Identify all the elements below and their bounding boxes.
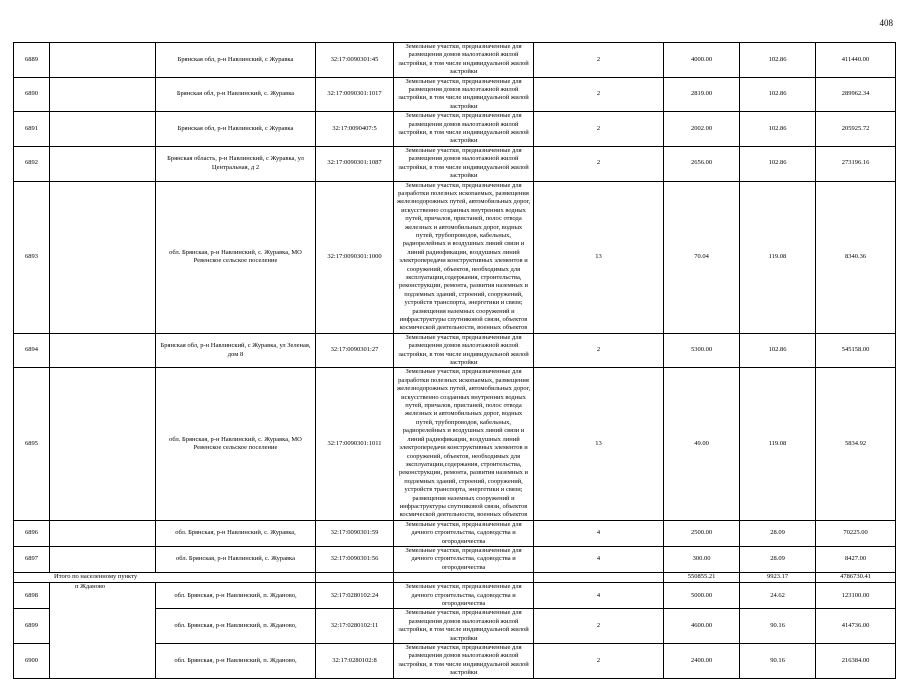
cadastral-value-cell: 216384.00	[816, 644, 896, 679]
row-number: 6899	[14, 609, 50, 644]
land-use-cell: Земельные участки, предназначенные для разработки полезных ископаемых, размещения железнодорожных путей, автомобильных дорог, искусственно созданных внутренних водных путей, причалов, пристаней, полос отвода железных и автомобильных дорог, водных путей, трубопроводов, кабельных, радиорелейных и воздушных линий связи и линий радиофикации, воздушных линий электропередачи конструктивных элементов и сооружений, объектов, необходимых для эксплуатации,содержания, строительства, реконструкции, ремонта, развития наземных и подземных зданий, строений, сооружений, устройств транспорта, энергетики и связи; размещения наземных сооружений и инфраструктуры спутниковой связи, объектов космической деятельности, военных объектов	[394, 181, 534, 333]
row-number: 6896	[14, 520, 50, 546]
area-cell: 2002.00	[664, 112, 740, 147]
price-cell: 119.08	[740, 368, 816, 520]
group-cell: 13	[534, 181, 664, 333]
cadastral-number-cell: 32:17:0090301:1011	[316, 368, 394, 520]
price-cell: 24.62	[740, 583, 816, 609]
address-cell: Брянская область, р-н Навлинский, с Журавка, ул Центральная, д 2	[156, 146, 316, 181]
group-cell: 4	[534, 546, 664, 572]
area-cell: 300.00	[664, 546, 740, 572]
land-use-cell: Земельные участки, предназначенные для размещения домов малоэтажной жилой застройки, в том числе индивидуальной жилой застройки	[394, 644, 534, 679]
area-cell: 2400.00	[664, 644, 740, 679]
cadastral-value-cell: 70225.00	[816, 520, 896, 546]
settlement-blank-cell	[50, 112, 156, 147]
land-use-cell: Земельные участки, предназначенные для дачного строительства, садоводства и огородничества	[394, 520, 534, 546]
cadastral-number-cell: 32:17:0090301:1017	[316, 77, 394, 112]
table-row	[14, 77, 896, 112]
total-use-blank	[394, 573, 534, 583]
cadastral-value-cell: 123100.00	[816, 583, 896, 609]
cadastral-number-cell: 32:17:0090301:56	[316, 546, 394, 572]
cadastral-value-cell: 545158.00	[816, 333, 896, 368]
area-cell: 2656.00	[664, 146, 740, 181]
group-cell: 2	[534, 609, 664, 644]
row-number: 6894	[14, 333, 50, 368]
settlement-blank-cell	[50, 77, 156, 112]
row-number: 6897	[14, 546, 50, 572]
settlement-name: п Ждановo	[50, 583, 156, 678]
row-number: 6890	[14, 77, 50, 112]
total-cadastral-blank	[316, 573, 394, 583]
row-number: 6892	[14, 146, 50, 181]
table-row	[14, 583, 896, 609]
total-row	[14, 573, 896, 583]
row-number: 6891	[14, 112, 50, 147]
settlement-blank-cell	[50, 368, 156, 520]
cadastral-number-cell: 32:17:0280102:8	[316, 644, 394, 679]
area-cell: 2500.00	[664, 520, 740, 546]
address-cell: Брянская обл, р-н Навлинский, с Журавка, ул Зеленая, дом 8	[156, 333, 316, 368]
land-registry-table	[13, 42, 896, 679]
cadastral-value-cell: 8427.00	[816, 546, 896, 572]
address-cell: обл. Брянская, р-н Навлинский, с. Журавка	[156, 546, 316, 572]
group-cell: 2	[534, 644, 664, 679]
price-cell: 102.86	[740, 77, 816, 112]
table-row	[14, 546, 896, 572]
total-label: Итого по населенному пункту	[14, 573, 316, 583]
cadastral-value-cell: 273196.16	[816, 146, 896, 181]
address-cell: Брянская обл, р-н Навлинский, с. Журавка	[156, 77, 316, 112]
price-cell: 90.16	[740, 609, 816, 644]
cadastral-number-cell: 32:17:0280102:24	[316, 583, 394, 609]
area-cell: 49.00	[664, 368, 740, 520]
table-row	[14, 520, 896, 546]
cadastral-value-cell: 8340.36	[816, 181, 896, 333]
price-cell: 119.08	[740, 181, 816, 333]
area-cell: 5300.00	[664, 333, 740, 368]
settlement-blank-cell	[50, 520, 156, 546]
price-cell: 102.86	[740, 146, 816, 181]
total-group-blank	[534, 573, 664, 583]
cadastral-value-cell: 5834.92	[816, 368, 896, 520]
group-cell: 2	[534, 112, 664, 147]
table-row	[14, 333, 896, 368]
row-number: 6895	[14, 368, 50, 520]
settlement-blank-cell	[50, 333, 156, 368]
total-area: 550855.21	[664, 573, 740, 583]
settlement-blank-cell	[50, 146, 156, 181]
area-cell: 2819.00	[664, 77, 740, 112]
price-cell: 28.09	[740, 546, 816, 572]
land-use-cell: Земельные участки, предназначенные для дачного строительства, садоводства и огородничества	[394, 583, 534, 609]
price-cell: 102.86	[740, 333, 816, 368]
area-cell: 4600.00	[664, 609, 740, 644]
settlement-blank-cell	[50, 43, 156, 78]
land-use-cell: Земельные участки, предназначенные для размещения домов малоэтажной жилой застройки, в том числе индивидуальной жилой застройки	[394, 146, 534, 181]
group-cell: 4	[534, 520, 664, 546]
address-cell: обл. Брянская, р-н Навлинский, п. Ждановo,	[156, 583, 316, 609]
land-use-cell: Земельные участки, предназначенные для дачного строительства, садоводства и огородничества	[394, 546, 534, 572]
group-cell: 2	[534, 77, 664, 112]
group-cell: 13	[534, 368, 664, 520]
land-use-cell: Земельные участки, предназначенные для размещения домов малоэтажной жилой застройки, в том числе индивидуальной жилой застройки	[394, 43, 534, 78]
price-cell: 28.09	[740, 520, 816, 546]
address-cell: обл. Брянская, р-н Навлинский, п. Ждановo,	[156, 644, 316, 679]
group-cell: 2	[534, 333, 664, 368]
land-use-cell: Земельные участки, предназначенные для размещения домов малоэтажной жилой застройки, в том числе индивидуальной жилой застройки	[394, 333, 534, 368]
land-use-cell: Земельные участки, предназначенные для размещения домов малоэтажной жилой застройки, в том числе индивидуальной жилой застройки	[394, 77, 534, 112]
land-use-cell: Земельные участки, предназначенные для размещения домов малоэтажной жилой застройки, в том числе индивидуальной жилой застройки	[394, 609, 534, 644]
area-cell: 5000.00	[664, 583, 740, 609]
cadastral-number-cell: 32:17:0280102:11	[316, 609, 394, 644]
address-cell: обл. Брянская, р-н Навлинский, с. Журавка,	[156, 520, 316, 546]
area-cell: 70.04	[664, 181, 740, 333]
cadastral-value-cell: 411440.00	[816, 43, 896, 78]
table-row	[14, 146, 896, 181]
row-number: 6893	[14, 181, 50, 333]
cadastral-value-cell: 289962.34	[816, 77, 896, 112]
table-row	[14, 181, 896, 333]
table-row	[14, 368, 896, 520]
group-cell: 4	[534, 583, 664, 609]
row-number: 6889	[14, 43, 50, 78]
group-cell: 2	[534, 146, 664, 181]
page-number: 408	[879, 18, 893, 28]
cadastral-number-cell: 32:17:0090301:59	[316, 520, 394, 546]
cadastral-value-cell: 414736.00	[816, 609, 896, 644]
price-cell: 102.86	[740, 112, 816, 147]
row-number: 6900	[14, 644, 50, 679]
land-use-cell: Земельные участки, предназначенные для разработки полезных ископаемых, размещения железнодорожных путей, автомобильных дорог, искусственно созданных внутренних водных путей, причалов, пристаней, полос отвода железных и автомобильных дорог, водных путей, трубопроводов, кабельных, радиорелейных и воздушных линий связи и линий радиофикации, воздушных линий электропередачи конструктивных элементов и сооружений, объектов, необходимых для эксплуатации,содержания, строительства, реконструкции, ремонта, развития наземных и подземных зданий, строений, сооружений, устройств транспорта, энергетики и связи; размещения наземных сооружений и инфраструктуры спутниковой связи, объектов космической деятельности, военных объектов	[394, 368, 534, 520]
address-cell: Брянская обл, р-н Навлинский, с Журавка	[156, 43, 316, 78]
cadastral-number-cell: 32:17:0090301:45	[316, 43, 394, 78]
total-value: 4786730.41	[816, 573, 896, 583]
settlement-blank-cell	[50, 546, 156, 572]
row-number: 6898	[14, 583, 50, 609]
settlement-blank-cell	[50, 181, 156, 333]
address-cell: обл. Брянская, р-н Навлинский, с. Журавка, МО Ревенское сельское поселение	[156, 368, 316, 520]
address-cell: обл. Брянская, р-н Навлинский, с. Журавка, МО Ревенское сельское поселение	[156, 181, 316, 333]
cadastral-value-cell: 205925.72	[816, 112, 896, 147]
land-use-cell: Земельные участки, предназначенные для размещения домов малоэтажной жилой застройки, в том числе индивидуальной жилой застройки	[394, 112, 534, 147]
cadastral-number-cell: 32:17:0090301:1000	[316, 181, 394, 333]
total-price: 9923.17	[740, 573, 816, 583]
cadastral-number-cell: 32:17:0090407:5	[316, 112, 394, 147]
address-cell: Брянская обл, р-н Навлинский, с Журавка	[156, 112, 316, 147]
price-cell: 90.16	[740, 644, 816, 679]
cadastral-number-cell: 32:17:0090301:1087	[316, 146, 394, 181]
group-cell: 2	[534, 43, 664, 78]
table-row	[14, 112, 896, 147]
cadastral-number-cell: 32:17:0090301:27	[316, 333, 394, 368]
area-cell: 4000.00	[664, 43, 740, 78]
price-cell: 102.86	[740, 43, 816, 78]
table-row	[14, 43, 896, 78]
address-cell: обл. Брянская, р-н Навлинский, п. Ждановo,	[156, 609, 316, 644]
